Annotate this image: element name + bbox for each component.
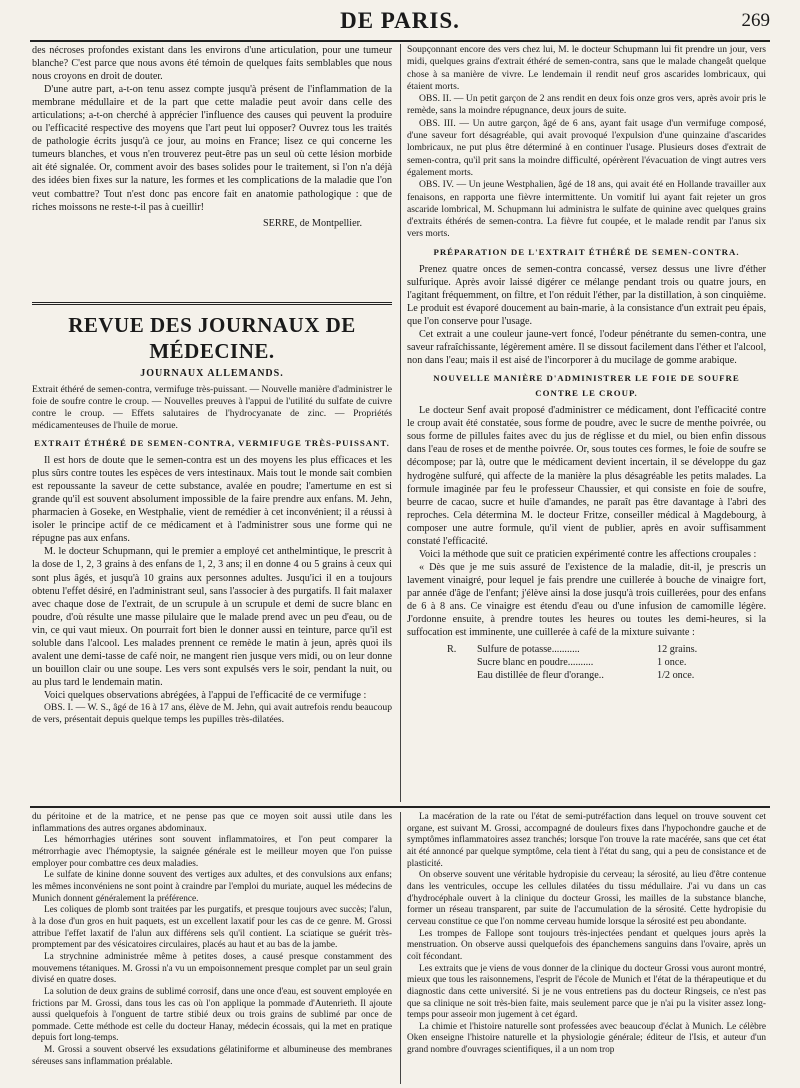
section-heading: PRÉPARATION DE L'EXTRAIT ÉTHÉRÉ DE SEMEN-CONTRA. — [433, 246, 740, 257]
paragraph: Le docteur Senf avait proposé d'administrer ce médicament, dont l'efficacité contre le croup avait été constatée, sous forme de poudre, avec le sucre de menthe poivrée, ou sous forme de pillules faites avec du jus de réglisse et du miel, ou bien enfin dissous dans l'eau de roses et de menthe poivrée. Or, sous toutes ces formes, le foie de soufre se décompose; par là, outre que le médicament devient incertain, il se développe du gaz hydrogène sulfuré, qui affecte de la manière la plus désagréable les petits malades. La formule imaginée par feu le professeur Chaussier, et qui consiste en foie de soufre, beurre de cacao, sucre et huile d'amandes, ne paraît pas être davantage à l'abri des reproches. Cela détermina M. le docteur Fritze, conseiller médical à Magdebourg, à composer une autre formule, qu'il vient de publier, après en avoir suffisamment constaté l'efficacité. — [407, 405, 766, 547]
recipe-row — [447, 669, 766, 682]
feuilleton-divider — [30, 806, 770, 808]
review-title: REVUE DES JOURNAUX DE MÉDECINE. — [68, 313, 356, 363]
section-heading: EXTRAIT ÉTHÉRÉ DE SEMEN-CONTRA, VERMIFUGE TRÈS-PUISSANT. — [34, 438, 390, 449]
paragraph: Voici quelques observations abrégées, à l'appui de l'efficacité de ce vermifuge : — [44, 689, 367, 701]
page-number: 269 — [741, 10, 770, 31]
section-divider — [32, 302, 392, 305]
bottom-right-column — [400, 812, 766, 1084]
running-head — [30, 8, 770, 38]
section-heading: NOUVELLE MANIÈRE D'ADMINISTRER LE FOIE DE SOUFRE — [433, 373, 740, 384]
paragraph: Les coliques de plomb sont traitées par les purgatifs, et presque toujours avec succès; l'alun, à la dose d'un gros en huit paquets, est un excellent laxatif pour les cas de ce genre. M. Grossi attribue l'effet laxatif de l'alun aux différens sels qu'il contient. La sciatique se guérit très-promptement par des vésicatoires circulaires, placés au haut et au bas de la jambe. — [32, 905, 392, 951]
recipe-qty: 12 grains. — [657, 644, 698, 656]
recipe-row — [447, 643, 766, 656]
recipe-qty: 1 once. — [657, 657, 687, 669]
paragraph: Les hémorrhagies utérines sont souvent inflammatoires, et l'on peut comparer la métrorrhagie avec l'hémoptysie, la saignée générale est le meilleur moyen que l'on puisse employer pour combattre ces deux maladies. — [32, 835, 392, 869]
paragraph: La solution de deux grains de sublimé corrosif, dans une once d'eau, est souvent employée en frictions par M. Grossi, dans tous les cas où l'on applique la pommade d'Autenrieth. Il ajoute aussi quelquefois à l'onguent de tartre stibié deux ou trois grains de sublimé par once de pommade. Cette méthode est celle du docteur Hanay, médecin écossais, qui la met en pratique depuis fort long-temps. — [32, 986, 392, 1044]
observation: OBS. IV. — Un jeune Westphalien, âgé de 18 ans, qui avait été en Hollande travailler aux fenaisons, en rapporta une fièvre intermittente. Un vomitif lui ayant fait rejeter un gros ascaride lombrical, M. Schupmann lui administra le sulfate de quinine avec quelques grains d'extraits éthérés de semen-contra. La fièvre fut coupée, et le malade rendit par l'anus six vers morts. — [407, 179, 766, 240]
recipe-label — [447, 656, 477, 669]
recipe-label: R. — [447, 644, 457, 656]
paragraph: La chimie et l'histoire naturelle sont professées avec beaucoup d'éclat à Munich. Le célèbre Oken enseigne l'histoire naturelle et la physiologie générale; éditeur de l'Isis, et auteur d'un grand nombre d'ouvrages scientifiques, il a un nom trop — [407, 1021, 766, 1056]
right-column — [400, 44, 766, 802]
review-summary: Extrait éthéré de semen-contra, vermifuge très-puissant. — Nouvelle manière d'administrer le foie de soufre contre le croup. — Nouvelles preuves à l'appui de l'utilité du sulfate de cuivre contre le croup. — Effets salutaires de l'hydrocyanate de zinc. — Propriétés médicamenteuses de l'huile de morue. — [32, 384, 392, 432]
paragraph: du péritoine et de la matrice, et ne pense pas que ce moyen soit aussi utile dans les inflammations des autres organes abdominaux. — [32, 812, 392, 834]
paragraph: Voici la méthode que suit ce praticien expérimenté contre les affections croupales : — [419, 548, 757, 560]
recipe-item: Eau distillée de fleur d'orange.. — [477, 670, 604, 682]
paragraph: D'une autre part, a-t-on tenu assez compte jusqu'à présent de l'inflammation de la membrane médullaire et de la part que cette maladie peut avoir dans celle des articulations; a-t-on cherché à apprécier l'influence des causes qui peuvent la produire ou l'efficacité respective des moyens que l'art peut lui opposer? Ouvrez tous les traités de pathologie écrits jusqu'à ce jour, au moins en France; lisez ce qui concerne les tumeurs blanches, et vous n'en trouverez peut-être pas un seul où cette lésion morbide ait été signalée. Or, comment avoir des bases solides pour le traitement, si l'on n'a déjà des idées bien fixes sur la nature, les formes et les complications de la maladie que l'on veut combattre? Tout n'est donc pas encore fait en anatomie pathologique : que de riches moissons ne reste-t-il pas à cueillir! — [32, 84, 392, 213]
recipe-item: Sulfure de potasse........... — [477, 644, 580, 656]
journal-review — [32, 310, 392, 802]
previous-article-end — [32, 44, 392, 302]
paragraph: Les extraits que je viens de vous donner de la clinique du docteur Grossi vous auront montré, mieux que tous les raisonnemens, l'esprit de l'école de Munich et l'état de la thérapeutique et du diagnostic dans cette université. Si je ne vous entretiens pas du docteur Ringseis, ce n'est pas que sa clinique ne soit très-bien faite, mais seulement parce que je n'ai pu la visiter assez long-temps pour asseoir mon jugement à cet égard. — [407, 963, 766, 1021]
author-signature: SERRE, de Montpellier. — [262, 217, 362, 229]
observation: OBS. I. — W. S., âgé de 16 à 17 ans, élève de M. Jehn, qui avait autrefois rendu beaucoup de vers, présentait depuis quelque temps les pupilles très-dilatées. — [32, 701, 392, 726]
running-title: DE PARIS. — [340, 8, 460, 33]
header-rule — [30, 40, 770, 42]
paragraph: On observe souvent une véritable hydropisie du cerveau; la sérosité, au lieu d'être contenue dans les ventricules, occupe les cellules dilatées du tissu médullaire. J'ai vu dans un cas d'hydrocéphale ouvert à la clinique du docteur Grossi, les mailles de la substance blanche, former un réseau transparent, par suite de l'accumulation de la sérosité. Cette hydropisie du cerveau constitue ce que l'on nomme cerveau humide lorsque la sérosité est peu abondante. — [407, 870, 766, 927]
paragraph: La strychnine administrée même à petites doses, a causé presque constamment des mouvemens tétaniques. M. Grossi n'a vu un empoisonnement presque complet par un seul grain divisé en quatre doses. — [32, 951, 392, 986]
observation: OBS. III. — Un autre garçon, âgé de 6 ans, ayant fait usage d'un vermifuge composé, d'une saveur fort désagréable, qui avait provoqué l'expulsion d'une quinzaine d'ascarides lombricaux, ne put plus être déterminé à en continuer l'usage. Plusieurs doses d'extrait de semen-contra, qu'il prit sans la moindre difficulté, opérèrent l'évacuation de vingt autres vers également morts. — [407, 117, 766, 178]
paragraph: « Dès que je me suis assuré de l'existence de la maladie, dit-il, je prescris un lavement vinaigré, pour lequel je fais prendre une cuillerée à bouche de vinaigre fort, par année d'âge de l'enfant; j'élève ainsi la dose jusqu'à trois cuillerées, pour des enfans de 6 à 8 ans. Ce vinaigre est étendu d'eau ou d'une infusion de camomille légère. J'ordonne ensuite, à prendre toutes les heures ou toutes les demi-heures, si la suffocation est imminente, une cuillerée à café de la mixture suivante : — [407, 561, 766, 639]
paragraph: Le sulfate de kinine donne souvent des vertiges aux adultes, et des convulsions aux enfans; les mêmes inconvéniens ne sont point à craindre par l'emploi du muriate, auquel les médecins de Munich donnent généralement la préférence. — [32, 870, 392, 904]
recipe-label — [447, 669, 477, 682]
recipe-item: Sucre blanc en poudre.......... — [477, 657, 594, 669]
recipe-row — [447, 656, 766, 669]
section-heading: CONTRE LE CROUP. — [535, 388, 638, 399]
observation: OBS. II. — Un petit garçon de 2 ans rendit en deux fois onze gros vers, après avoir pris le remède, sans la moindre répugnance, deux jours de suite. — [407, 93, 766, 117]
paragraph: La macération de la rate ou l'état de semi-putréfaction dans lequel on trouve souvent cet organe, est suivant M. Grossi, accompagné de douleurs fixes dans l'hypochondre gauche et de symptômes inflammatoires assez tranchés; lorsque l'on trouve la rate macérée, sans que cet état ait été annoncé par quelque symptôme, cela tient à l'état du sang, qui a peu de consistance et de plasticité. — [407, 812, 766, 869]
paragraph: M. Grossi a souvent observé les exsudations gélatiniforme et albumineuse des membranes séreuses sans inflammation préalable. — [32, 1045, 392, 1067]
bottom-left-column — [32, 812, 392, 1084]
recipe — [447, 643, 766, 682]
paragraph: des nécroses profondes existant dans les environs d'une articulation, pour une tumeur blanche? C'est parce que nous avons été témoin de quelques faits semblables que nous nous croyons en droit de douter. — [32, 45, 392, 83]
paragraph: Prenez quatre onces de semen-contra concassé, versez dessus une livre d'éther sulfurique. Après avoir laissé digérer ce mélange pendant trois ou quatre jours, en l'agitant fréquemment, on filtre, et l'on réduit l'éther, par la distillation, à son cinquième. Le produit est évaporé doucement au bain-marie, à la consistance d'un extrait peu épais, que l'on conserve pour l'usage. — [407, 263, 766, 327]
review-subtitle: JOURNAUX ALLEMANDS. — [140, 368, 284, 379]
paragraph: Il est hors de doute que le semen-contra est un des moyens les plus efficaces et les plus sûrs contre toutes les espèces de vers intestinaux. Mais tout le monde sait combien est repoussante la saveur de cette substance, avalée en poudre; l'amertume en est si grande qu'il est souvent absolument impossible de la faire prendre aux enfans. M. Jehn, pharmacien à Goseke, en Westphalie, vient de remédier à cet inconvénient; il a réussi à isoler le principe actif de ce médicament et à l'administrer sous une forme qui ne répugne pas aux enfans. — [32, 455, 392, 545]
paragraph: M. le docteur Schupmann, qui le premier a employé cet anthelmintique, le prescrit à la dose de 1, 2, 3 grains à des enfans de 1, 2, 3 ans; il en donne 4 ou 5 grains à ceux qui sont plus âgés, et jusqu'à 10 grains aux personnes adultes. Jusqu'ici il en a toujours obtenu l'effet désiré, en l'administrant seul, sans l'associer à des purgatifs. Il fait malaxer avec chaque dose de l'extrait, de un scrupule à un scrupule et demi de sucre blanc en poudre, d'où résulte une masse pilulaire que le malade prend avec un peu d'eau, ou de vin, ce qui vaut mieux. On pourrait fort bien le donner aussi en teinture, parce qu'il est soluble dans l'alcool. Les malades prennent ce remède le matin à jeun, après quoi ils avalent une demi-tasse de café noir, ne mangent rien jusque vers midi, ou on leur donne un bouillon clair ou une soupe. Les vers sont expulsés vers le soir, pendant la nuit, ou au plus tard le lendemain matin. — [32, 546, 392, 688]
observation: Soupçonnant encore des vers chez lui, M. le docteur Schupmann lui fit prendre un jour, vers midi, quelques grains d'extrait éthéré de semen-contra, sans que le malade changeât quelque chose à sa manière de vivre. Le lendemain il rendit neuf gros ascarides lombricaux, qui étaient morts. — [407, 44, 766, 92]
paragraph: Cet extrait a une couleur jaune-vert foncé, l'odeur pénétrante du semen-contra, une saveur rafraîchissante, légèrement amère. Il se dissout facilement dans l'éther et l'alcool, non dans l'eau; mais il est aisé de l'incorporer à du mucilage de gomme arabique. — [407, 329, 766, 367]
recipe-qty: 1/2 once. — [657, 670, 695, 682]
paragraph: Les trompes de Fallope sont toujours très-injectées pendant et quelques jours après la menstruation. On observe aussi quelquefois des épanchemens sanguins dans l'ovaire, après un coït fécondant. — [407, 928, 766, 962]
